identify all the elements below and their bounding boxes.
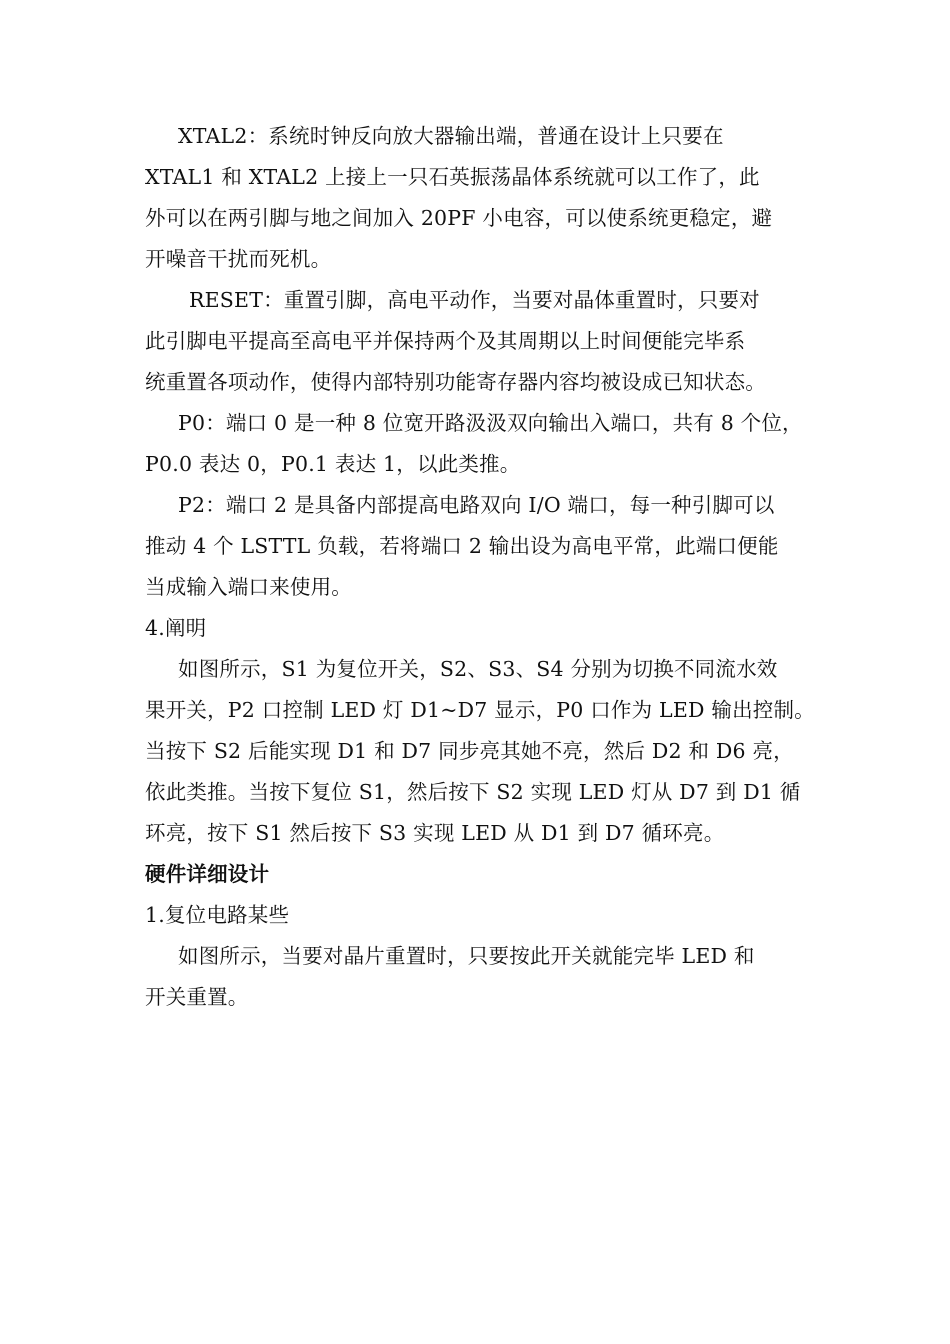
paragraph-p0-line-2: P0.0 表达 0，P0.1 表达 1，以此类推。 (145, 452, 521, 476)
paragraph-p2-line-3: 当成输入端口来使用。 (145, 575, 352, 599)
paragraph-xtal2-line-2: XTAL1 和 XTAL2 上接上一只石英振荡晶体系统就可以工作了，此 (145, 165, 760, 189)
paragraph-explanation-line-3: 当按下 S2 后能实现 D1 和 D7 同步亮其她不亮，然后 D2 和 D6 亮， (145, 739, 794, 763)
paragraph-p0-line-1: P0：端口 0 是一种 8 位宽开路汲汲双向输出入端口，共有 8 个位， (178, 411, 803, 435)
paragraph-reset-circuit-line-1: 如图所示，当要对晶片重置时，只要按此开关就能完毕 LED 和 (178, 944, 755, 968)
paragraph-p2-line-1: P2：端口 2 是具备内部提高电路双向 I/O 端口，每一种引脚可以 (178, 493, 775, 517)
paragraph-explanation-line-1: 如图所示，S1 为复位开关，S2、S3、S4 分别为切换不同流水效 (178, 657, 778, 681)
paragraph-explanation-line-2: 果开关，P2 口控制 LED 灯 D1~D7 显示，P0 口作为 LED 输出控制。 (145, 698, 815, 722)
subsection-heading-reset-circuit: 1.复位电路某些 (145, 903, 290, 927)
paragraph-explanation-line-4: 依此类推。当按下复位 S1，然后按下 S2 实现 LED 灯从 D7 到 D1 循 (145, 780, 801, 804)
paragraph-explanation-line-5: 环亮，按下 S1 然后按下 S3 实现 LED 从 D1 到 D7 循环亮。 (145, 821, 725, 845)
paragraph-reset-line-1: RESET：重置引脚，高电平动作，当要对晶体重置时，只要对 (189, 288, 760, 312)
section-heading-explanation: 4.阐明 (145, 616, 207, 640)
paragraph-xtal2-line-4: 开噪音干扰而死机。 (145, 247, 332, 271)
paragraph-xtal2-line-1: XTAL2：系统时钟反向放大器输出端，普通在设计上只要在 (178, 124, 724, 148)
paragraph-reset-line-3: 统重置各项动作，使得内部特别功能寄存器内容均被设成已知状态。 (145, 370, 766, 394)
paragraph-reset-line-2: 此引脚电平提高至高电平并保持两个及其周期以上时间便能完毕系 (145, 329, 746, 353)
paragraph-p2-line-2: 推动 4 个 LSTTL 负载，若将端口 2 输出设为高电平常，此端口便能 (145, 534, 779, 558)
paragraph-xtal2-line-3: 外可以在两引脚与地之间加入 20PF 小电容，可以使系统更稳定，避 (145, 206, 773, 230)
paragraph-reset-circuit-line-2: 开关重置。 (145, 985, 249, 1009)
section-heading-hardware-design: 硬件详细设计 (145, 862, 270, 886)
